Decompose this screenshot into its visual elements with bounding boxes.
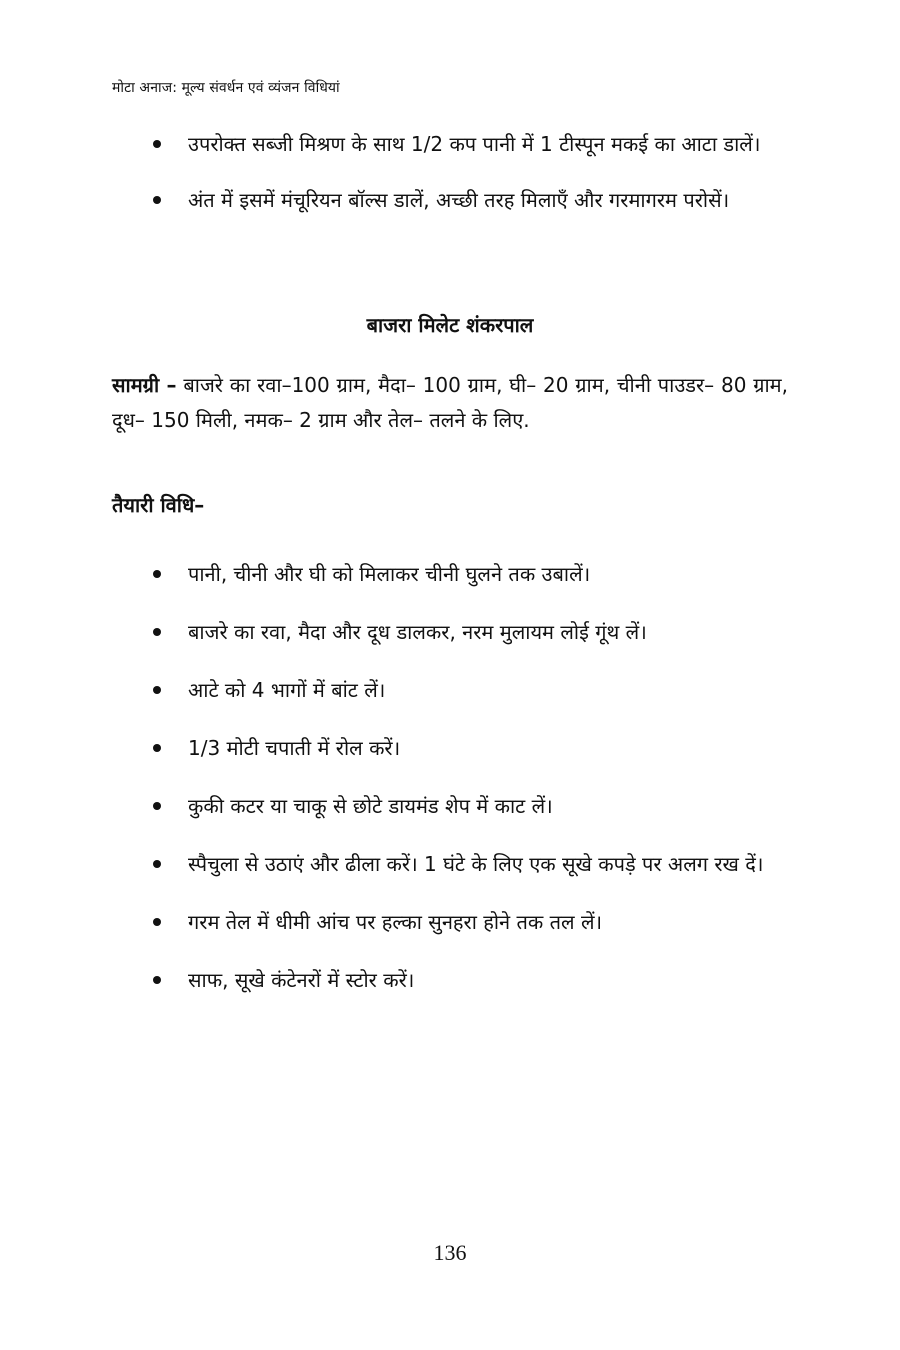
list-item [148, 904, 788, 940]
step-text: आटे को 4 भागों में बांट लें। [188, 678, 386, 702]
step-text: 1/3 मोटी चपाती में रोल करें। [188, 736, 401, 760]
ingredients-paragraph [112, 368, 788, 438]
bullet-icon [153, 918, 161, 926]
method-steps-list [148, 556, 788, 1020]
continued-steps-list [148, 126, 788, 238]
list-item [148, 672, 788, 708]
step-text: पानी, चीनी और घी को मिलाकर चीनी घुलने तक उबालें। [188, 562, 591, 586]
list-item [148, 788, 788, 824]
list-item [148, 730, 788, 766]
method-heading: तैयारी विधि– [112, 493, 205, 517]
step-text: गरम तेल में धीमी आंच पर हल्का सुनहरा होने तक तल लें। [188, 910, 603, 934]
ingredients-text: बाजरे का रवा–100 ग्राम, मैदा– 100 ग्राम, घी– 20 ग्राम, चीनी पाउडर– 80 ग्राम, दूध– 150 मिली, नमक– 2 ग्राम और तेल– तलने के लिए. [112, 373, 789, 432]
bullet-icon [153, 196, 161, 204]
step-text: बाजरे का रवा, मैदा और दूध डालकर, नरम मुलायम लोई गूंथ लें। [188, 620, 647, 644]
bullet-icon [153, 570, 161, 578]
step-text: साफ, सूखे कंटेनरों में स्टोर करें। [188, 968, 415, 992]
ingredients-label: सामग्री – [112, 373, 177, 397]
bullet-icon [153, 140, 161, 148]
recipe-title: बाजरा मिलेट शंकरपाल [366, 313, 534, 337]
bullet-icon [153, 744, 161, 752]
list-item [148, 182, 788, 218]
page-number: 136 [433, 1240, 467, 1265]
bullet-icon [153, 686, 161, 694]
step-text: अंत में इसमें मंचूरियन बॉल्स डालें, अच्छी तरह मिलाएँ और गरमागरम परोसें। [188, 188, 730, 212]
step-text: उपरोक्त सब्जी मिश्रण के साथ 1/2 कप पानी में 1 टीस्पून मकई का आटा डालें। [188, 132, 761, 156]
bullet-icon [153, 860, 161, 868]
step-text: कुकी कटर या चाकू से छोटे डायमंड शेप में काट लें। [188, 794, 553, 818]
list-item [148, 614, 788, 650]
list-item [148, 846, 788, 882]
bullet-icon [153, 628, 161, 636]
running-header: मोटा अनाज: मूल्य संवर्धन एवं व्यंजन विधियां [112, 80, 340, 96]
list-item [148, 126, 788, 162]
bullet-icon [153, 802, 161, 810]
list-item [148, 556, 788, 592]
step-text: स्पैचुला से उठाएं और ढीला करें। 1 घंटे के लिए एक सूखे कपड़े पर अलग रख दें। [188, 852, 764, 876]
list-item [148, 962, 788, 998]
bullet-icon [153, 976, 161, 984]
